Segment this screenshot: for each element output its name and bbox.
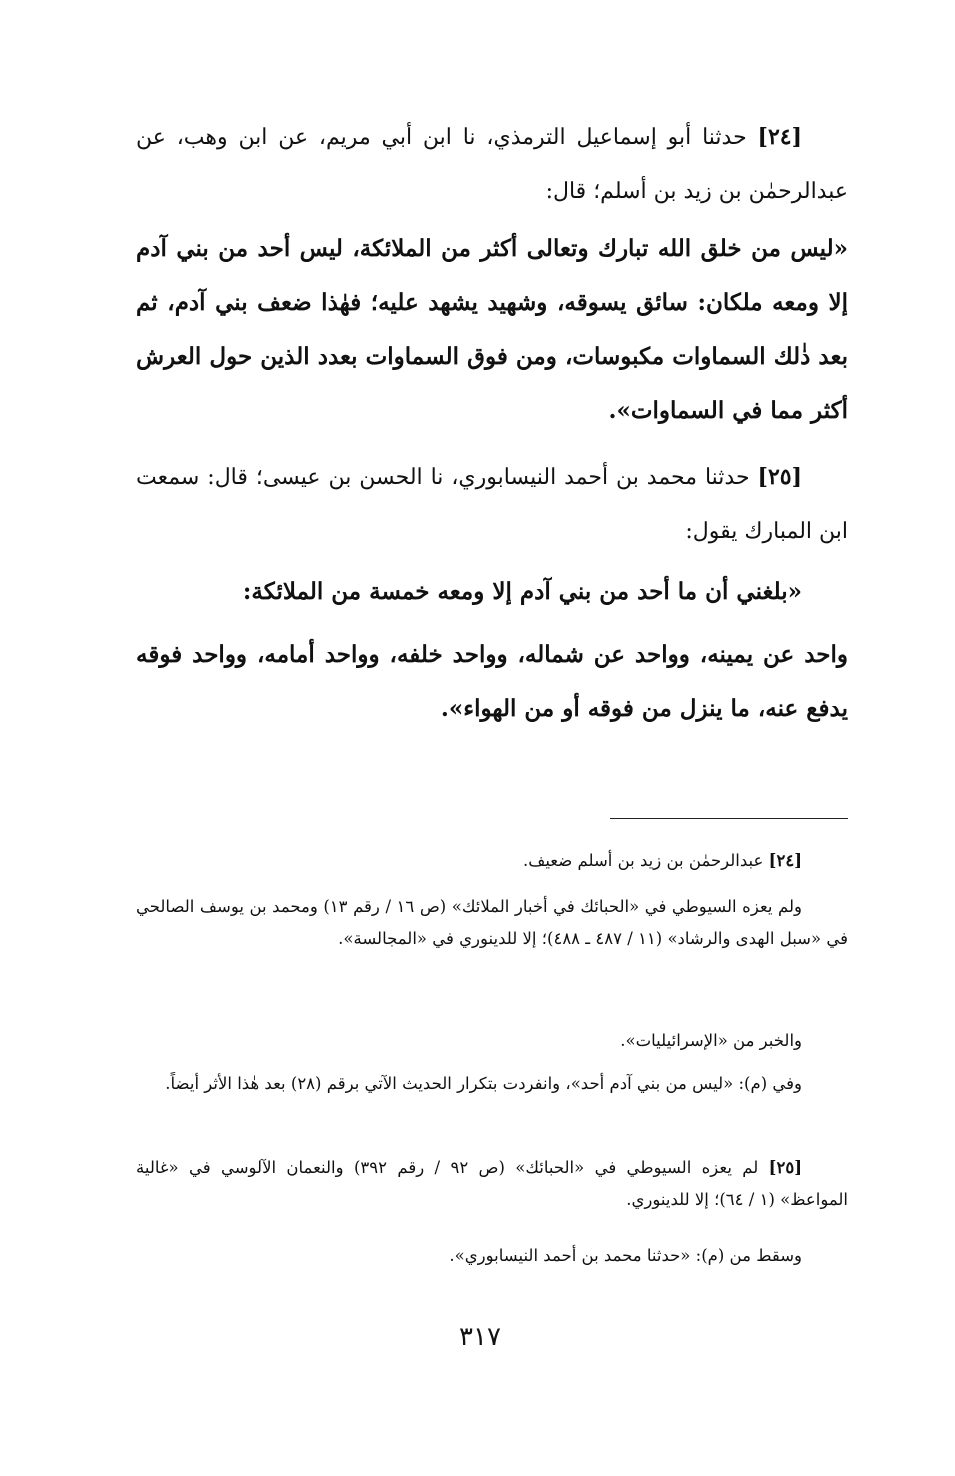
hadith-25-text-b: واحد عن يمينه، وواحد عن شماله، وواحد خلفه، وواحد أمامه، وواحد فوقه يدفع عنه، ما ينزل من فوقه أو من الهواء». [136, 641, 848, 722]
hadith-24-chain [136, 110, 848, 219]
footnote-divider [610, 818, 848, 819]
hadith-25-text-a: «بلغني أن ما أحد من بني آدم إلا ومعه خمسة من الملائكة: [242, 578, 802, 605]
hadith-24-number: [٢٤] [757, 124, 802, 150]
hadith-25-chain [136, 450, 848, 559]
page-number: ٣١٧ [459, 1322, 501, 1352]
hadith-24-chain-text: حدثنا أبو إسماعيل الترمذي، نا ابن أبي مريم، عن ابن وهب، عن عبدالرحمٰن بن زيد بن أسلم؛ قال: [136, 125, 848, 204]
footnote-24-line-1-text: عبدالرحمٰن بن زيد بن أسلم ضعيف. [523, 851, 764, 870]
footnote-24-line-3: والخبر من «الإسرائيليات». [620, 1031, 802, 1050]
footnote-25-line-1 [136, 1152, 848, 1216]
hadith-25-number: [٢٥] [757, 464, 803, 490]
footnote-24-number: [٢٤] [768, 851, 802, 870]
footnote-25-number: [٢٥] [768, 1158, 803, 1177]
footnote-25-line-1-text: لم يعزه السيوطي في «الحبائك» (ص ٩٢ / رقم ٣٩٢) والنعمان الآلوسي في «غالية المواعظ» (١ / ٦٤)؛ إلا للدينوري. [136, 1158, 848, 1209]
hadith-25-chain-text: حدثنا محمد بن أحمد النيسابوري، نا الحسن بن عيسى؛ قال: سمعت ابن المبارك يقول: [136, 465, 848, 544]
hadith-24-text: «ليس من خلق الله تبارك وتعالى أكثر من الملائكة، ليس أحد من بني آدم إلا ومعه ملكان: سائق يسوقه، وشهيد يشهد عليه؛ فهٰذا ضعف بني آدم، ثم بعد ذٰلك السماوات مكبوسات، ومن فوق السماوات بعدد الذين حول العرش أكثر مما في السماوات». [136, 235, 848, 424]
book-page [136, 0, 848, 1476]
footnote-24-line-1 [136, 845, 848, 877]
footnote-24-line-2: ولم يعزه السيوطي في «الحبائك في أخبار الملائك» (ص ١٦ / رقم ١٣) ومحمد بن يوسف الصالحي في «سبل الهدى والرشاد» (١١ / ٤٨٧ ـ ٤٨٨)؛ إلا للدينوري في «المجالسة». [136, 897, 848, 948]
footnote-25-line-2: وسقط من (م): «حدثنا محمد بن أحمد النيسابوري». [449, 1246, 802, 1265]
footnote-24-line-4: وفي (م): «ليس من بني آدم أحد»، وانفردت بتكرار الحديث الآتي برقم (٢٨) بعد هٰذا الأثر أيضاً. [165, 1074, 802, 1093]
